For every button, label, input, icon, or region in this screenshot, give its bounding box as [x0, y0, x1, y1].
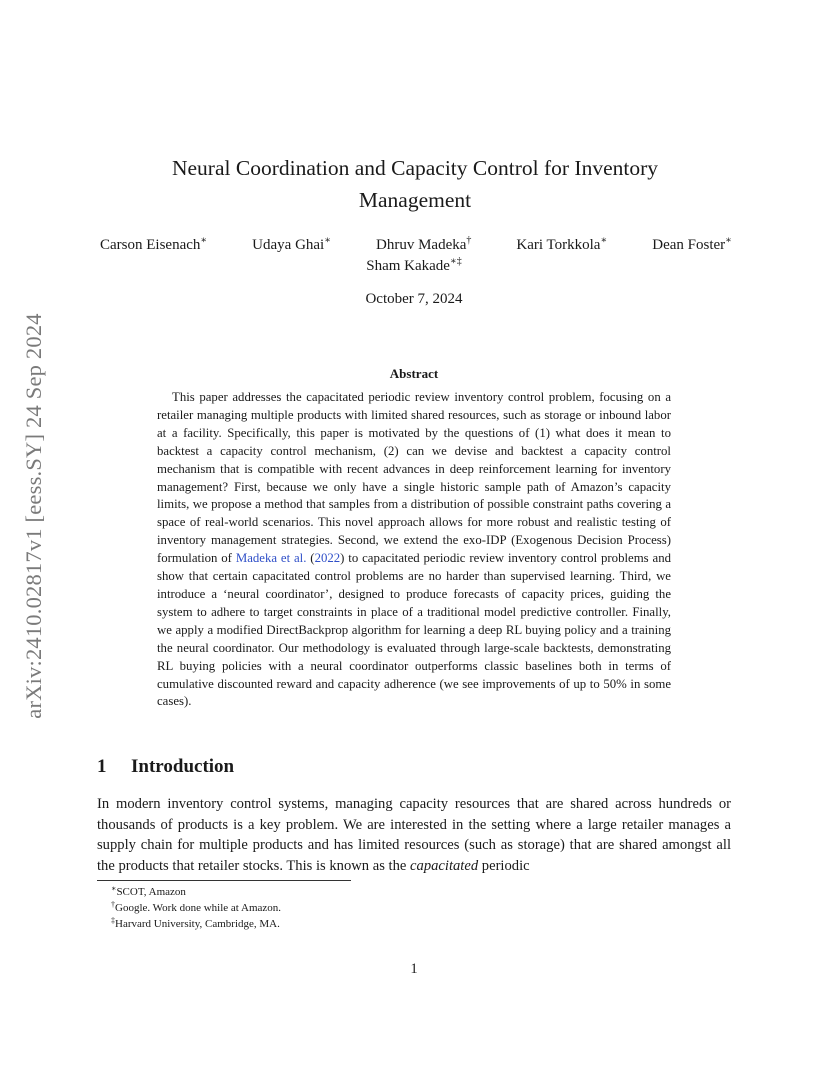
- author: Dean Foster∗: [652, 235, 732, 253]
- citation-year-link[interactable]: 2022: [314, 551, 341, 566]
- section-title: Introduction: [131, 756, 235, 777]
- introduction-paragraph: In modern inventory control systems, managing capacity resources that are shared across hundreds or thousands of products is a key problem. We are interested in the setting where a large retailer manages a supply chain for multiple products and has limited resources (such as storage) that are shared amongst all the products that retailer stocks. This is known as the capacitated periodic: [97, 796, 731, 874]
- footnote: ‡Harvard University, Cambridge, MA.: [111, 916, 280, 930]
- emphasized-term: capacitated: [410, 857, 479, 874]
- author: Carson Eisenach∗: [100, 235, 208, 253]
- footnote-divider: [97, 880, 351, 881]
- arxiv-identifier-stamp: [4, 282, 64, 750]
- paper-title: Neural Coordination and Capacity Control for Inventory Management: [171, 156, 659, 212]
- abstract-heading: Abstract: [389, 366, 439, 381]
- paper-date: October 7, 2024: [365, 291, 463, 307]
- abstract-paragraph: This paper addresses the capacitated periodic review inventory control problem, focusing on a retailer managing multiple products with limited shared resources, such as storage or inbound labor at a facility. Specifically, this paper is motivated by the questions of (1) what does it mean to backtest a capacity control mechanism, (2) can we devise and backtest a capacity control mechanism that is compatible with recent advances in deep reinforcement learning for inventory management? First, because we only have a single historic sample path of Amazon’s capacity limits, we propose a method that samples from a distribution of possible constraint paths covering a space of real-world scenarios. This novel approach allows for more robust and realistic testing of inventory management strategies. Second, we extend the exo-IDP (Exogenous Decision Process) formulation of Madeka et al. (2022) to capacitated periodic review inventory control problems and show that certain capacitated control problems are no harder than supervised learning. Third, we introduce a ‘neural coordinator’, designed to produce forecasts of capacity prices, guiding the system to adhere to target constraints in place of a traditional model predictive controller. Finally, we apply a modified DirectBackprop algorithm for learning a deep RL buying policy and a training the neural coordinator. Our methodology is evaluated through large-scale backtests, demonstrating RL buying policies with a neural coordinator outperforms classic baselines both in terms of cumulative discounted reward and capacity adherence (we see improvements of up to 50% in some cases).: [157, 390, 671, 709]
- section-number: 1: [97, 756, 107, 777]
- author-list-second-line: [300, 256, 528, 276]
- section-heading: [97, 756, 234, 778]
- citation-link[interactable]: Madeka et al.: [235, 551, 307, 566]
- page-number: 1: [410, 961, 418, 977]
- author: Dhruv Madeka†: [376, 235, 472, 253]
- abstract-body: [157, 389, 671, 711]
- footnotes: [111, 884, 281, 932]
- author-list: [100, 235, 732, 255]
- footnote: ∗SCOT, Amazon: [111, 884, 186, 898]
- author: Kari Torkkola∗: [516, 235, 608, 253]
- arxiv-identifier-text: arXiv:2410.02817v1 [eess.SY] 24 Sep 2024: [21, 313, 46, 719]
- author: Sham Kakade∗‡: [366, 256, 462, 274]
- footnote: †Google. Work done while at Amazon.: [111, 900, 282, 914]
- author: Udaya Ghai∗: [252, 235, 332, 253]
